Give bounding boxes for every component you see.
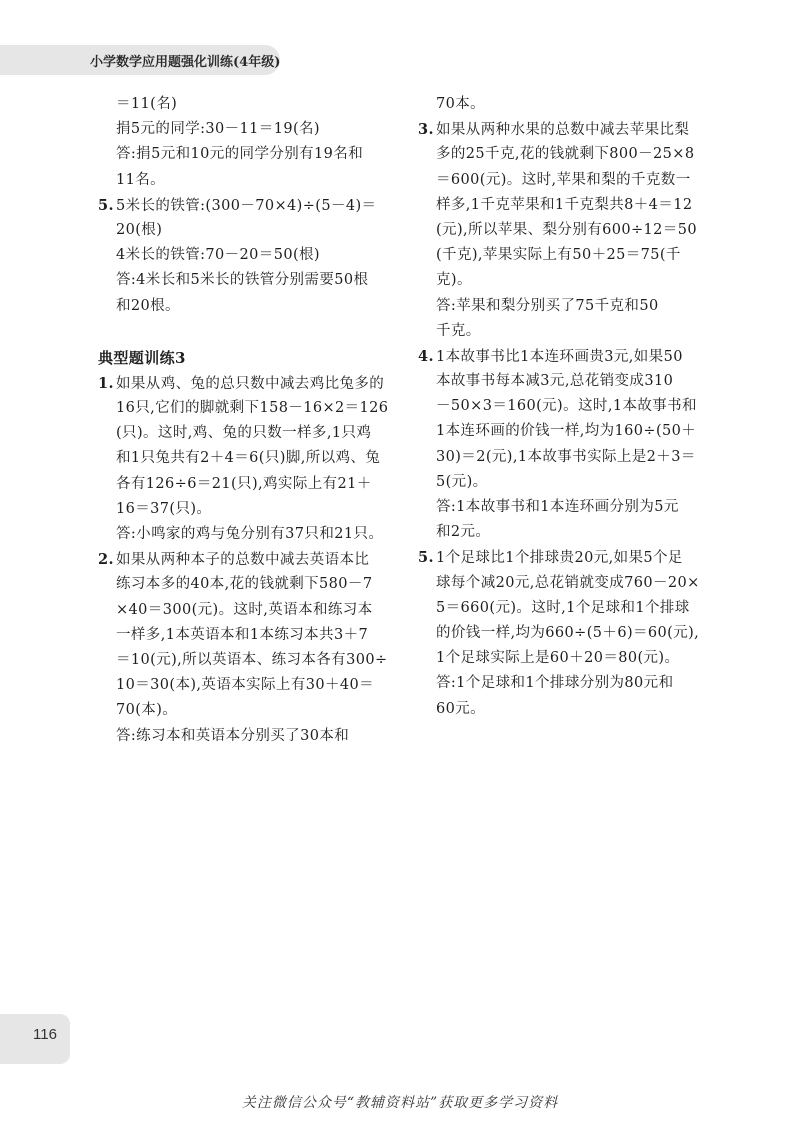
book-title: 小学数学应用题强化训练(4年级) xyxy=(90,55,281,70)
answer-line: 5(元)。 xyxy=(436,473,488,490)
answer-line: ＝600(元)。这时,苹果和梨的千克数一 xyxy=(436,171,691,188)
answer-line: －50×3＝160(元)。这时,1本故事书和 xyxy=(436,398,697,415)
answer-line: 4米长的铁管:70－20＝50(根) xyxy=(116,247,320,264)
answer-line: (元),所以苹果、梨分别有600÷12＝50 xyxy=(436,221,697,238)
question-first-line xyxy=(98,547,388,572)
page-number: 116 xyxy=(33,1026,57,1043)
answer-line: 一样多,1本英语本和1本练习本共3＋7 xyxy=(116,626,369,643)
answer-line: 1个足球实际上是60＋20＝80(元)。 xyxy=(436,650,680,667)
answer-line: ＝10(元),所以英语本、练习本各有300÷ xyxy=(116,651,388,668)
answer-line: 和20根。 xyxy=(116,297,180,314)
answer-line: 多的25千克,花的钱就剩下800－25×8 xyxy=(436,146,695,163)
answer-line: 答:4米长和5米长的铁管分别需要50根 xyxy=(116,272,369,289)
answer-line: 1本连环画的价钱一样,均为160÷(50＋ xyxy=(436,423,697,440)
question-first-line xyxy=(98,193,388,218)
answer-line: 各有126÷6＝21(只),鸡实际上有21＋ xyxy=(116,475,372,492)
answer-line: 的价钱一样,均为660÷(5＋6)＝60(元), xyxy=(436,624,700,641)
answer-line: 克)。 xyxy=(436,272,472,289)
question-5-block xyxy=(418,545,708,721)
answer-line: ×40＝300(元)。这时,英语本和练习本 xyxy=(116,601,373,618)
answer-line: 11名。 xyxy=(116,171,166,188)
answer-line: 捐5元的同学:30－11＝19(名) xyxy=(116,121,320,138)
question-number: 5. xyxy=(98,196,114,214)
answer-text: 1个足球比1个排球贵20元,如果5个足 xyxy=(436,550,683,567)
question-1-block xyxy=(98,371,388,547)
question-5-block xyxy=(98,193,388,319)
answer-line: 球每个减20元,总花销就变成760－20× xyxy=(436,574,700,591)
answer-line: 千克。 xyxy=(436,322,481,339)
answer-line: (只)。这时,鸡、兔的只数一样多,1只鸡 xyxy=(116,425,372,442)
question-3-block xyxy=(418,117,708,344)
question-4-block xyxy=(418,344,708,546)
answer-text: 1本故事书比1本连环画贵3元,如果50 xyxy=(436,348,683,365)
answer-line: ＝11(名) xyxy=(116,96,178,112)
answer-line: 和2元。 xyxy=(436,524,491,541)
answer-line: 本故事书每本减3元,总花销变成310 xyxy=(436,373,674,390)
answer-line: 10＝30(本),英语本实际上有30＋40＝ xyxy=(116,677,375,694)
right-column xyxy=(418,92,708,722)
answer-line: 60元。 xyxy=(436,700,486,717)
answer-line: (千克),苹果实际上有50＋25＝75(千 xyxy=(436,247,681,264)
answer-line: 70本。 xyxy=(436,96,486,112)
question-first-line xyxy=(418,545,708,570)
answer-line: 和1只兔共有2＋4＝6(只)脚,所以鸡、兔 xyxy=(116,450,381,467)
left-column xyxy=(98,92,388,749)
answer-line: 答:1个足球和1个排球分别为80元和 xyxy=(436,675,674,692)
answer-text: 如果从两种水果的总数中减去苹果比梨 xyxy=(436,122,690,139)
answer-line: 答:捐5元和10元的同学分别有19名和 xyxy=(116,146,364,163)
question-first-line xyxy=(98,371,388,396)
answer-line: 16只,它们的脚就剩下158－16×2＝126 xyxy=(116,400,389,417)
answer-line: 30)＝2(元),1本故事书实际上是2＋3＝ xyxy=(436,448,696,465)
answer-line: 答:小鸣家的鸡与兔分别有37只和21只。 xyxy=(116,526,384,542)
footer-note: 关注微信公众号“教辅资料站”获取更多学习资料 xyxy=(241,1095,559,1111)
section-heading: 典型题训练3 xyxy=(98,348,186,367)
answer-line: 样多,1千克苹果和1千克梨共8＋4＝12 xyxy=(436,196,693,213)
question-number: 5. xyxy=(418,549,434,567)
answer-line: 70(本)。 xyxy=(116,702,178,719)
answer-line: 练习本多的40本,花的钱就剩下580－7 xyxy=(116,576,373,593)
question-first-line xyxy=(418,117,708,142)
answer-text: 如果从鸡、兔的总只数中减去鸡比兔多的 xyxy=(116,375,385,392)
question-number: 3. xyxy=(418,121,434,139)
question-2-block xyxy=(98,547,388,749)
answer-line: 答:苹果和梨分别买了75千克和50 xyxy=(436,297,659,314)
answer-line: 答:练习本和英语本分别买了30本和 xyxy=(116,727,350,744)
question-number: 4. xyxy=(418,347,434,365)
question-number: 1. xyxy=(98,374,114,392)
answer-text: 5米长的铁管:(300－70×4)÷(5－4)＝ xyxy=(116,197,377,214)
question-number: 2. xyxy=(98,551,114,569)
answer-line: 20(根) xyxy=(116,221,163,238)
answer-text: 如果从两种本子的总数中减去英语本比 xyxy=(116,552,370,569)
answer-line: 答:1本故事书和1本连环画分别为5元 xyxy=(436,499,679,515)
answer-line: 16＝37(只)。 xyxy=(116,500,212,517)
question-first-line xyxy=(418,344,708,369)
answer-line: 5＝660(元)。这时,1个足球和1个排球 xyxy=(436,599,690,616)
